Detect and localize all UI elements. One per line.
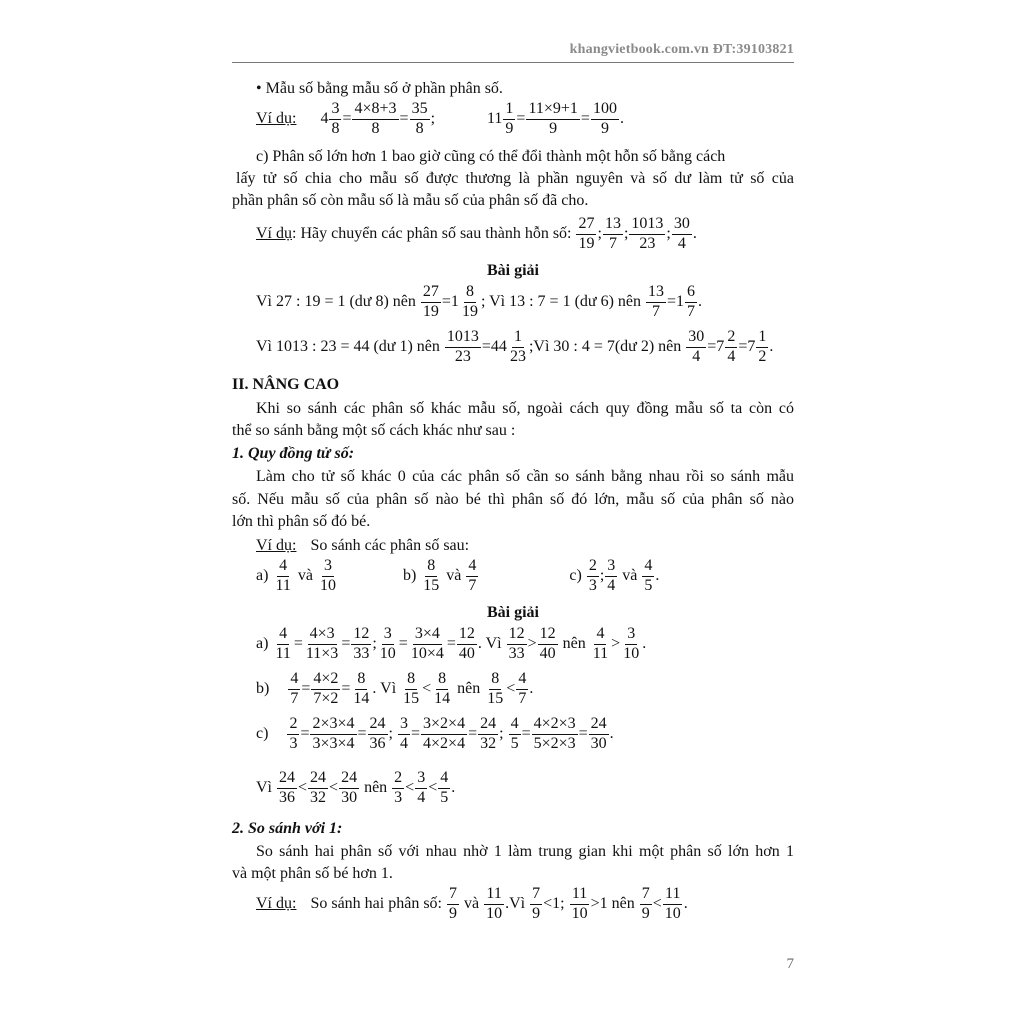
solution-text: Vì 27 : 19 = 1 (dư 8) nên [256, 293, 416, 310]
ss-line2: và một phân số bé hơn 1. [232, 865, 393, 882]
math-4-3-8: 4 $\frac{3}{8}$ = $\frac{4\times 8+3}{8}$ = $\frac{35}{8}$ ; [320, 100, 436, 137]
bullet-dot: • [256, 80, 266, 97]
solution-heading-2: Bài giải [486, 604, 539, 621]
item-label: c) [256, 725, 269, 742]
bullet-text: Mẫu số bằng mẫu số ở phần phân số. [265, 80, 503, 97]
section-heading: II. NÂNG CAO [232, 376, 340, 393]
item-label: a) [256, 635, 269, 652]
header-rule [232, 62, 794, 63]
solution-b: b) $\frac{4}{7}$ = $\frac{4\times 2}{7\times 2}$ = $\frac{8}{14}$ . Vì $\frac{8}{15}$ < $\frac{8}{14}$ nên $\frac{8}{15}$ < $\frac{4}{7}$ . [256, 670, 534, 707]
solution-text: ; Vì 13 : 7 = 1 (dư 6) nên [480, 293, 641, 310]
word-nen: nên [562, 635, 586, 652]
solution-c-conclusion: Vì $\frac{24}{36}$ < $\frac{24}{32}$ < $\frac{24}{30}$ nên $\frac{2}{3}$ < $\frac{3}{4}$ < $\frac{4}{5}$ . [256, 769, 456, 806]
solution-text: ;Vì 30 : 4 = 7(dư 2) nên [528, 338, 682, 355]
page-header: khangvietbook.com.vn ĐT:39103821 [569, 42, 794, 57]
qd-line2: số. Nếu mẫu số của phân số nào bé thì phân số đó lớn, mẫu số của phân số nào [232, 491, 794, 508]
example-label: Ví dụ [256, 225, 292, 242]
word-nen: nên [364, 779, 388, 796]
ss-line1: So sánh hai phân số với nhau nhờ 1 làm trung gian khi một phân số lớn hơn 1 [256, 843, 794, 860]
word-nen: nên [611, 895, 635, 912]
item-label: a) [256, 567, 269, 584]
example-compare-one: Ví dụ: So sánh hai phân số: $\frac{7}{9}$ và $\frac{11}{10}$ .Vì $\frac{7}{9}$ <1; $\frac{11}{10}$ >1 nên $\frac{7}{9}$ < $\frac{11}{10}$ . [256, 885, 688, 922]
qd-line3: lớn thì phân số đó bé. [232, 513, 371, 530]
example-label: Ví dụ: [256, 110, 297, 127]
solution-heading-1: Bài giải [486, 262, 539, 279]
word-vi: Vì [509, 895, 526, 912]
subheading-2: 2. So sánh với 1: [232, 820, 343, 837]
solution-text: Vì 1013 : 23 = 44 (dư 1) nên [256, 338, 440, 355]
example-text: : Hãy chuyển các phân số sau thành hỗn số: [292, 225, 572, 242]
word-va: và [297, 567, 313, 584]
item-label: b) [256, 680, 270, 697]
example-text: So sánh các phân số sau: [310, 537, 470, 554]
para-c-line1: c) Phân số lớn hơn 1 bao giờ cũng có thể đổi thành một hỗn số bằng cách [256, 148, 726, 165]
word-va: và [446, 567, 462, 584]
solution-line-1: Vì 27 : 19 = 1 (dư 8) nên $\frac{27}{19}$ =1 $\frac{8}{19}$ ; Vì 13 : 7 = 1 (dư 6) nên $\frac{13}{7}$ =1 $\frac{6}{7}$ . [256, 283, 703, 320]
word-vi: Vì [380, 680, 397, 697]
nc-line2: thể so sánh bằng một số cách khác như sau : [232, 422, 516, 439]
example-convert: Ví dụ: Hãy chuyển các phân số sau thành hỗn số: $\frac{27}{19}$ ; $\frac{13}{7}$ ; $\frac{1013}{23}$ ; $\frac{30}{4}$ . [256, 215, 697, 252]
word-va: và [464, 895, 480, 912]
math-11-1-9: 11 $\frac{1}{9}$ = $\frac{11\times 9+1}{9}$ = $\frac{100}{9}$ . [487, 100, 624, 137]
word-va: và [622, 567, 638, 584]
subheading-1: 1. Quy đồng tử số: [232, 445, 355, 462]
para-c-line3: phần phân số còn mẫu số là mẫu số của phân số đã cho. [232, 192, 589, 209]
item-label: b) [402, 567, 417, 584]
example-text: So sánh hai phân số: [310, 895, 442, 912]
example-mixed-to-fraction [256, 99, 794, 139]
solution-line-2: Vì 1013 : 23 = 44 (dư 1) nên $\frac{1013}{23}$ =44 $\frac{1}{23}$ ;Vì 30 : 4 = 7(dư 2) nên $\frac{30}{4}$ =7 $\frac{2}{4}$ =7 $\frac{1}{2}$ . [256, 328, 774, 365]
word-vi: Vì [485, 635, 502, 652]
solution-c: c) $\frac{2}{3}$ = $\frac{2\times 3\times 4}{3\times 3\times 4}$ = $\frac{24}{36}$ ; $\frac{3}{4}$ = $\frac{3\times 2\times 4}{4\times 2\times 4}$ = $\frac{24}{32}$ ; $\frac{4}{5}$ = $\frac{4\times 2\times 3}{5\times 2\times 3}$ = $\frac{24}{30}$ . [256, 715, 614, 752]
qd-line1: Làm cho tử số khác 0 của các phân số cần so sánh bằng nhau rồi so sánh mẫu [256, 468, 794, 485]
solution-a: a) $\frac{4}{11}$ = $\frac{4\times 3}{11\times 3}$ = $\frac{12}{33}$ ; $\frac{3}{10}$ = $\frac{3\times 4}{10\times 4}$ = $\frac{12}{40}$ . Vì $\frac{12}{33}$ > $\frac{12}{40}$ nên $\frac{4}{11}$ > $\frac{3}{10}$ . [256, 625, 647, 662]
page-number: 7 [786, 956, 794, 972]
nc-line1: Khi so sánh các phân số khác mẫu số, ngoài cách quy đồng mẫu số ta còn có [256, 400, 794, 417]
compare-exercises: a) $\frac{4}{11}$ và $\frac{3}{10}$ b) $\frac{8}{15}$ và $\frac{4}{7}$ c) $\frac{2}{3}$ ; $\frac{3}{4}$ và $\frac{4}{5}$ . [256, 557, 660, 594]
example-label: Ví dụ: [256, 537, 297, 554]
item-label: c) [569, 567, 582, 584]
word-nen: nên [457, 680, 481, 697]
bullet-line [256, 78, 794, 100]
word-vi: Vì [256, 779, 272, 796]
para-c-line2: lấy tử số chia cho mẫu số được thương là phần nguyên và số dư làm tử số của [236, 170, 794, 187]
example-compare-intro [256, 535, 794, 557]
example-label: Ví dụ: [256, 895, 297, 912]
